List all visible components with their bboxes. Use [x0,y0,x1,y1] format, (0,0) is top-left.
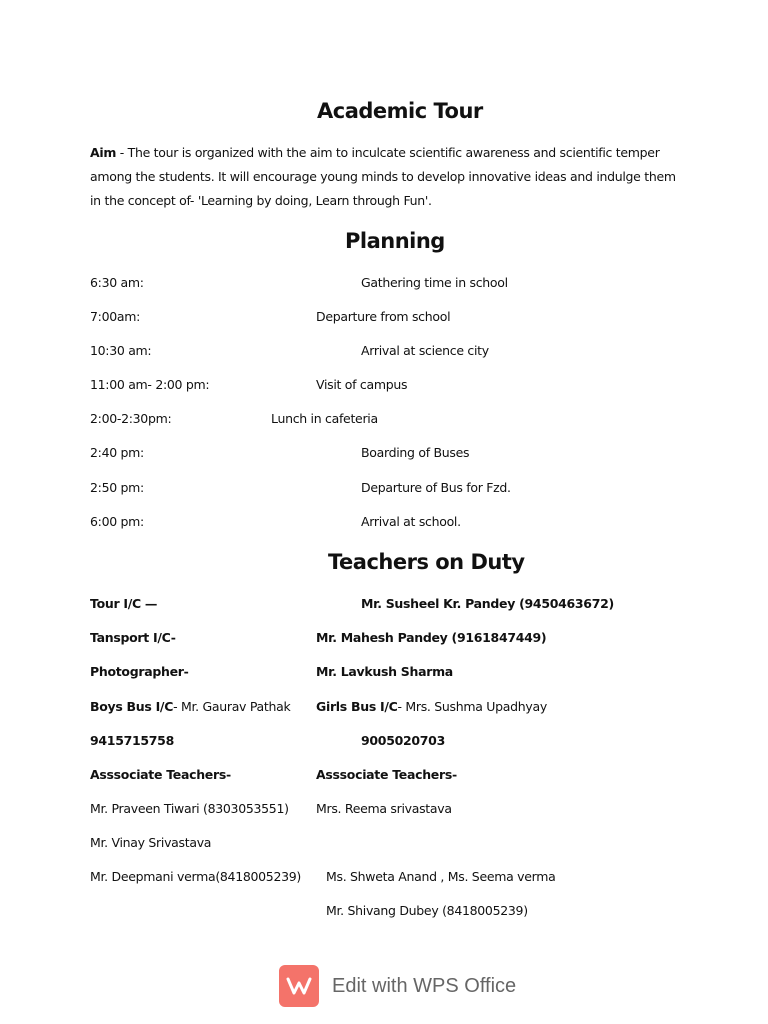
planning-activity-1: Gathering time in school [361,275,508,290]
aim-paragraph [90,141,680,213]
planning-activity-3: Arrival at science city [361,343,489,358]
wps-edit-text: Edit with WPS Office [332,974,517,997]
planning-activity-5: Lunch in cafeteria [271,411,378,426]
planning-time-4: 11:00 am- 2:00 pm: [90,377,210,392]
wps-edit-link[interactable] [279,965,516,1007]
girls-bus-label: Girls Bus I/C [316,699,398,714]
transport-ic-label: Tansport I/C- [90,630,176,645]
planning-time-2: 7:00am: [90,309,141,324]
planning-heading: Planning [345,229,445,253]
planning-activity-2: Departure from school [316,309,451,324]
photographer-value: Mr. Lavkush Sharma [316,664,453,679]
associate-right-2: Ms. Shweta Anand , Ms. Seema verma [326,869,556,884]
planning-activity-4: Visit of campus [316,377,408,392]
duty-heading: Teachers on Duty [328,550,525,574]
planning-activity-6: Boarding of Buses [361,445,470,460]
planning-time-8: 6:00 pm: [90,514,144,529]
associate-right-3: Mr. Shivang Dubey (8418005239) [326,903,528,918]
planning-time-7: 2:50 pm: [90,480,144,495]
tour-ic-value: Mr. Susheel Kr. Pandey (9450463672) [361,596,614,611]
boys-bus-ic [90,699,290,714]
planning-time-6: 2:40 pm: [90,445,144,460]
boys-bus-name: - Mr. Gaurav Pathak [173,699,291,714]
associate-left-3: Mr. Deepmani verma(8418005239) [90,869,301,884]
planning-time-5: 2:00-2:30pm: [90,411,172,426]
boys-bus-phone: 9415715758 [90,733,174,748]
associate-left-1: Mr. Praveen Tiwari (8303053551) [90,801,289,816]
planning-time-3: 10:30 am: [90,343,152,358]
girls-bus-phone: 9005020703 [361,733,445,748]
girls-bus-ic [316,699,547,714]
wps-logo-icon [279,965,319,1007]
aim-text: - The tour is organized with the aim to inculcate scientific awareness and scientific temper among the students. It will encourage young minds to develop innovative ideas and indulge them in the concept of- 'Learning by doing, Learn through Fun'. [90,145,676,208]
associates-left-heading: Asssociate Teachers- [90,767,231,782]
page-title: Academic Tour [317,99,483,123]
associate-right-1: Mrs. Reema srivastava [316,801,452,816]
planning-activity-8: Arrival at school. [361,514,461,529]
transport-ic-value: Mr. Mahesh Pandey (9161847449) [316,630,547,645]
aim-label: Aim [90,145,117,160]
planning-time-1: 6:30 am: [90,275,144,290]
photographer-label: Photographer- [90,664,189,679]
associates-right-heading: Asssociate Teachers- [316,767,457,782]
girls-bus-name: - Mrs. Sushma Upadhyay [397,699,547,714]
planning-activity-7: Departure of Bus for Fzd. [361,480,511,495]
tour-ic-label: Tour I/C — [90,596,158,611]
boys-bus-label: Boys Bus I/C [90,699,174,714]
associate-left-2: Mr. Vinay Srivastava [90,835,212,850]
